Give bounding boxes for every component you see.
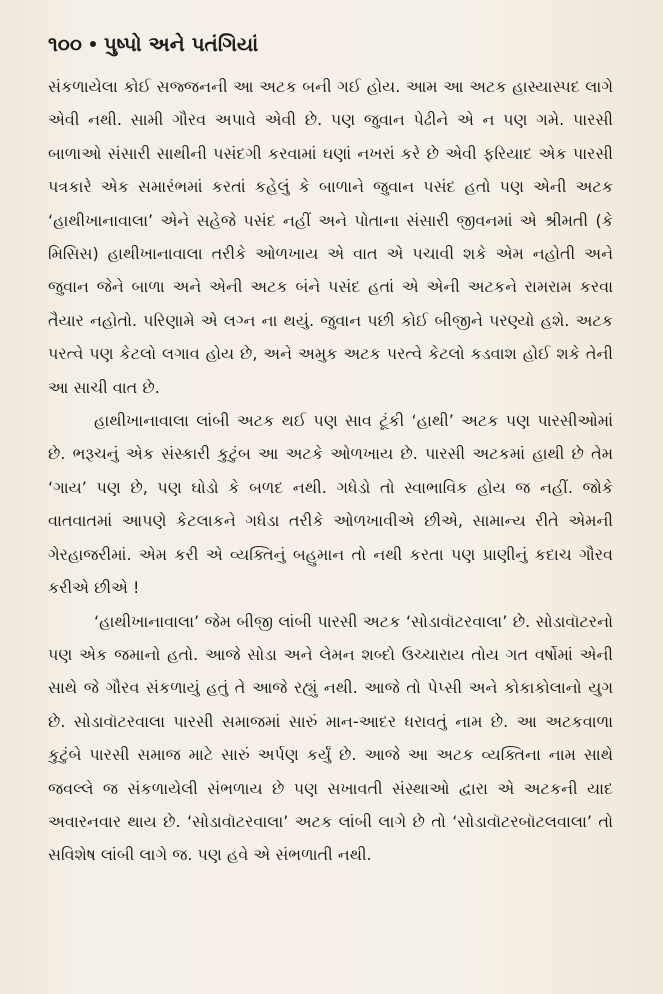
paragraph-3: ‘હાથીખાનાવાલા’ જેમ બીજી લાંબી પારસી અટક ‘સોડાવૉટરવાલા’ છે. સોડાવૉટરનો પણ એક જમાનો હતો. આજે સોડા અને લેમન શબ્દો ઉચ્ચારાય તોય ગત વર્ષોમાં એની સાથે જે ગૌરવ સંકળાયું હતું તે આજે રહ્યું નથી. આજે તો પેપ્સી અને કોકાકોલાનો યુગ છે. સોડાવૉટરવાલા પારસી સમાજમાં સારું માન-આદર ધરાવતું નામ છે. આ અટકવાળા કુટુંબે પારસી સમાજ માટે સારું અર્પણ કર્યું છે. આજે આ અટક વ્યક્તિના નામ સાથે જવલ્લે જ સંકળાયેલી સંભળાય છે પણ સખાવતી સંસ્થાઓ દ્વારા એ અટકની યાદ અવારનવાર થાય છે. ‘સોડાવૉટરવાલા’ અટક લાંબી લાગે છે તો ‘સોડાવૉટરબૉટલવાલા’ તો સવિશેષ લાંબી લાગે જ. પણ હવે એ સંભળાતી નથી. xyxy=(48,611,613,865)
bullet-icon xyxy=(90,41,96,47)
page-number: ૧૦૦ xyxy=(48,32,82,56)
running-header xyxy=(48,32,613,56)
chapter-title: પુષ્પો અને પતંગિયાં xyxy=(103,32,259,56)
paragraph-2: હાથીખાનાવાલા લાંબી અટક થઈ પણ સાવ ટૂંકી ‘હાથી’ અટક પણ પારસીઓમાં છે. ભરૂચનું એક સંસ્કારી કુટુંબ આ અટકે ઓળખાય છે. પારસી અટકમાં હાથી છે તેમ ‘ગાય’ પણ છે, પણ ઘોડો કે બળદ નથી. ગધેડો તો સ્વાભાવિક હોય જ નહીં. જોકે વાતવાતમાં આપણે કેટલાકને ગધેડા તરીકે ઓળખાવીએ છીએ, સામાન્ય રીતે એમની ગેરહાજરીમાં. એમ કરી એ વ્યક્તિનું બહુમાન તો નથી કરતા પણ પ્રાણીનું કદાચ ગૌરવ કરીએ છીએ ! xyxy=(48,411,613,598)
paragraph-1: સંકળાયેલા કોઈ સજ્જનની આ અટક બની ગઈ હોય. આમ આ અટક હાસ્યાસ્પદ લાગે એવી નથી. સામી ગૌરવ અપાવે એવી છે. પણ જુવાન પેઢીને એ ન પણ ગમે. પારસી બાળાઓ સંસારી સાથીની પસંદગી કરવામાં ઘણાં નખરાં કરે છે એવી ફરિયાદ એક પારસી પત્રકારે એક સમારંભમાં કરતાં કહેલું કે બાળાને જુવાન પસંદ હતો પણ એની અટક ‘હાથીખાનાવાલા’ એને સહેજે પસંદ નહીં અને પોતાના સંસારી જીવનમાં એ શ્રીમતી (કે મિસિસ) હાથીખાનાવાલા તરીકે ઓળખાય એ વાત એ પચાવી શકે એમ નહોતી અને જુવાન જેને બાળા અને એની અટક બંને પસંદ હતાં એ એની અટકને રામરામ કરવા તૈયાર નહોતો. પરિણામે એ લગ્ન ના થયું. જુવાન પછી કોઈ બીજીને પરણ્યો હશે. અટક પરત્વે પણ કેટલો લગાવ હોય છે, અને અમુક અટક પરત્વે કેટલો કડવાશ હોઈ શકે તેની આ સાચી વાત છે. xyxy=(48,77,613,397)
body-text xyxy=(48,70,613,872)
